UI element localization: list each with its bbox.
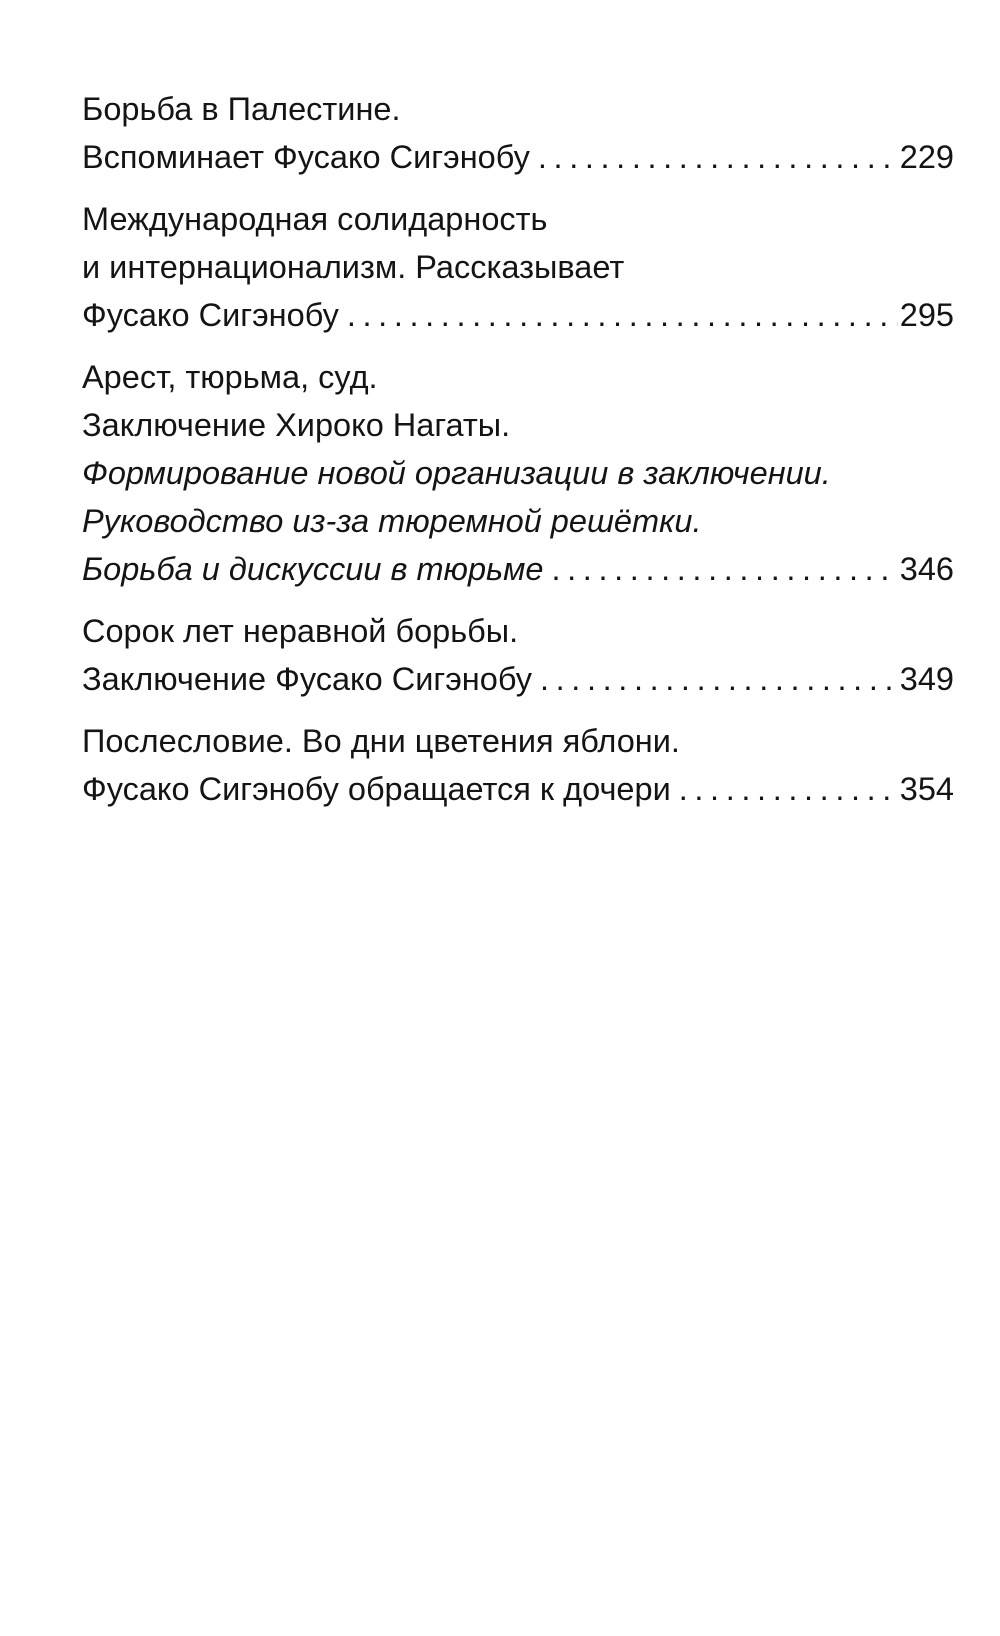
toc-entry-subtitle-line: Руководство из-за тюремной решётки. [82,503,702,539]
dot-leader [538,133,898,181]
toc-entry-title-line: Заключение Хироко Нагаты. [82,407,511,443]
toc-entry-solidarity [82,195,954,339]
dot-leader [540,655,898,703]
toc-entry-title-line: и интернационализм. Рассказывает [82,249,625,285]
toc-entry-title-line: Вспоминает Фусако Сигэнобу [82,139,530,175]
toc-entry-subtitle-line: Борьба и дискуссии в тюрьме [82,551,544,587]
toc-entry-arrest [82,353,954,593]
page-number: 354 [899,771,954,807]
toc-entry-title-line: Послесловие. Во дни цветения яблони. [82,723,680,759]
toc-entry-title-line: Сорок лет неравной борьбы. [82,613,519,649]
page-number: 349 [899,661,954,697]
toc-entry-title-line: Международная солидарность [82,201,548,237]
page-number: 229 [899,139,954,175]
dot-leader [347,291,898,339]
toc-entry-palestine [82,85,954,181]
toc-entry-title-line: Фусако Сигэнобу [82,297,339,333]
toc-entry-leader-line [82,655,954,703]
toc-entry-forty-years [82,607,954,703]
table-of-contents [82,85,954,827]
toc-entry-leader-line [82,765,954,813]
toc-entry-title-line: Заключение Фусако Сигэнобу [82,661,532,697]
toc-entry-afterword [82,717,954,813]
page-number: 295 [899,297,954,333]
page-number: 346 [899,551,954,587]
toc-entry-leader-line [82,291,954,339]
toc-entry-subtitle-line: Формирование новой организации в заключении. [82,455,831,491]
toc-entry-title-line: Фусако Сигэнобу обращается к дочери [82,771,671,807]
dot-leader [679,765,898,813]
dot-leader [551,545,897,593]
toc-entry-title-line: Арест, тюрьма, суд. [82,359,378,395]
toc-entry-leader-line [82,133,954,181]
toc-entry-title-line: Борьба в Палестине. [82,91,401,127]
toc-entry-leader-line [82,545,954,593]
